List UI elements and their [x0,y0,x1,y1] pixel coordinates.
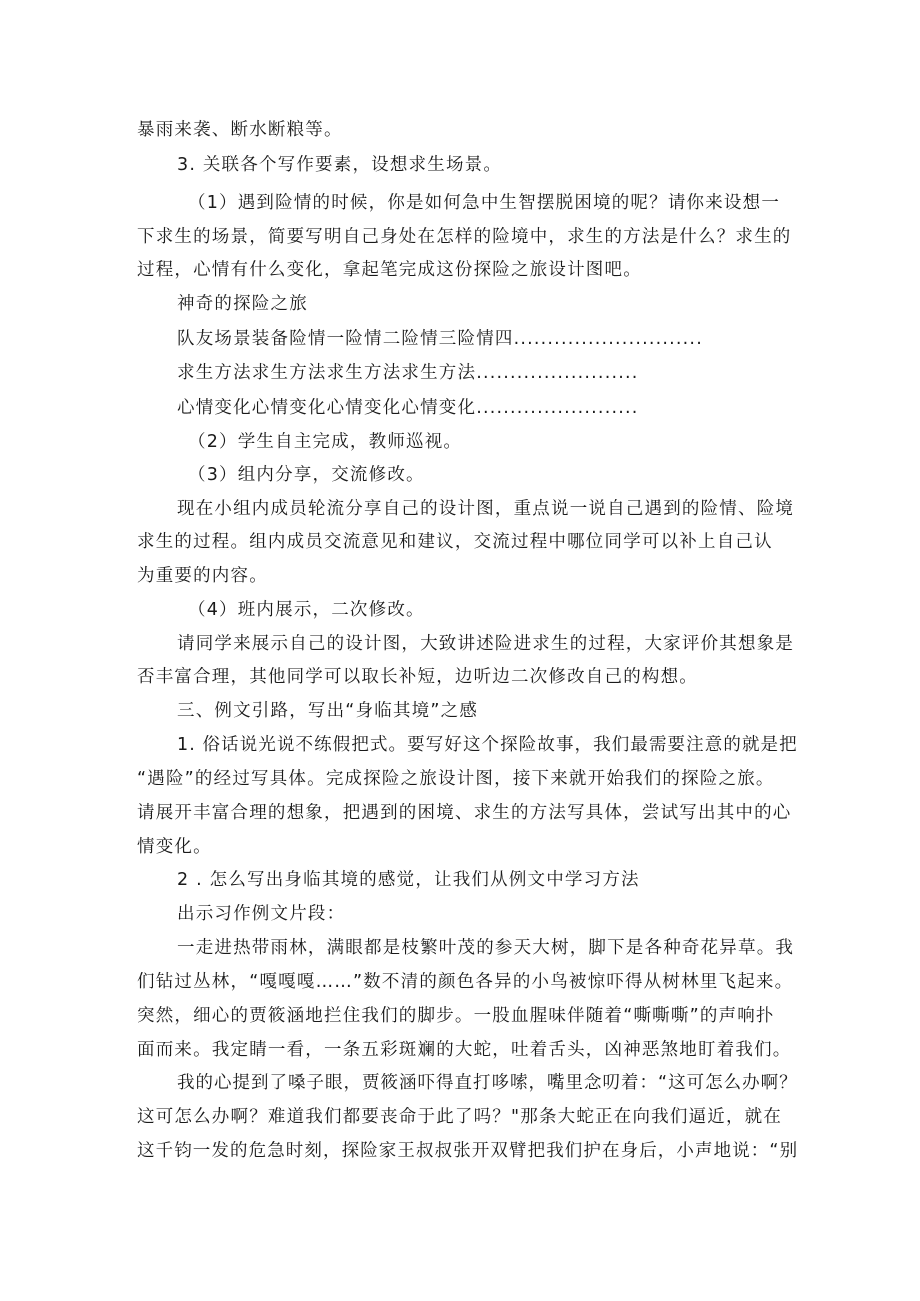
example-text-line: 这可怎么办啊？难道我们都要丧命于此了吗？"那条大蛇正在向我们逼近，就在 [137,1107,783,1127]
section-heading: 3. 关联各个写作要素，设想求生场景。 [177,155,503,175]
text-line: （2）学生自主完成，教师巡视。 [188,432,463,452]
text-line: 暴雨来袭、断水断粮等。 [137,120,343,140]
text-line: 请展开丰富合理的想象，把遇到的困境、求生的方法写具体，尝试写出其中的心 [137,803,792,823]
text-line: 过程，心情有什么变化，拿起笔完成这份探险之旅设计图吧。 [137,260,642,280]
text-line: 为重要的内容。 [137,566,268,586]
text-line: （4）班内展示，二次修改。 [188,600,425,620]
text-line: “遇险”的经过写具体。完成探险之旅设计图，接下来就开始我们的探险之旅。 [137,769,775,789]
text-line: 2 . 怎么写出身临其境的感觉，让我们从例文中学习方法 [177,870,640,890]
text-line: 下求生的场景，简要写明自己身处在怎样的险境中，求生的方法是什么？求生的 [137,227,792,247]
text-line: 否丰富合理，其他同学可以取长补短，边听边二次修改自己的构想。 [137,667,698,687]
section-heading: 三、例文引路，写出“身临其境”之感 [177,701,479,721]
example-text-line: 这千钧一发的危急时刻，探险家王叔叔张开双臂把我们护在身后，小声地说：“别 [137,1141,799,1161]
example-text-line: 一走进热带雨林，满眼都是枝繁叶茂的参天大树，脚下是各种奇花异草。我 [177,938,795,958]
text-line: 情变化。 [137,837,212,857]
text-line: 现在小组内成员轮流分享自己的设计图，重点说一说自己遇到的险情、险境 [177,499,795,519]
example-text-line: 突然，细心的贾筱涵地拦住我们的脚步。一股血腥味伴随着“嘶嘶嘶”的声响扑 [137,1006,775,1026]
text-line: 请同学来展示自己的设计图，大致讲述险进求生的过程，大家评价其想象是 [177,634,795,654]
text-line: （1）遇到险情的时候，你是如何急中生智摆脱困境的呢？请你来设想一 [188,193,781,213]
text-line: 1. 俗话说光说不练假把式。要写好这个探险故事，我们最需要注意的就是把 [177,735,798,755]
diagram-row-feelings: 心情变化心情变化心情变化心情变化........................ [177,398,639,418]
text-line: （3）组内分享，交流修改。 [188,465,425,485]
diagram-row-methods: 求生方法求生方法求生方法求生方法........................ [177,363,639,383]
text-line: 出示习作例文片段： [177,904,346,924]
diagram-row-scenes: 队友场景装备险情一险情二险情三险情四............................ [177,329,703,349]
example-text-line: 面而来。我定睛一看，一条五彩斑斓的大蛇，吐着舌头，凶神恶煞地盯着我们。 [137,1040,792,1060]
text-line: 求生的过程。组内成员交流意见和建议，交流过程中哪位同学可以补上自己认 [137,532,773,552]
diagram-title: 神奇的探险之旅 [177,294,308,314]
example-text-line: 我的心提到了嗓子眼，贾筱涵吓得直打哆嗦，嘴里念叨着：“这可怎么办啊？ [177,1073,798,1093]
example-text-line: 们钻过丛林，“嘎嘎嘎……”数不清的颜色各异的小鸟被惊吓得从树林里飞起来。 [137,972,794,992]
